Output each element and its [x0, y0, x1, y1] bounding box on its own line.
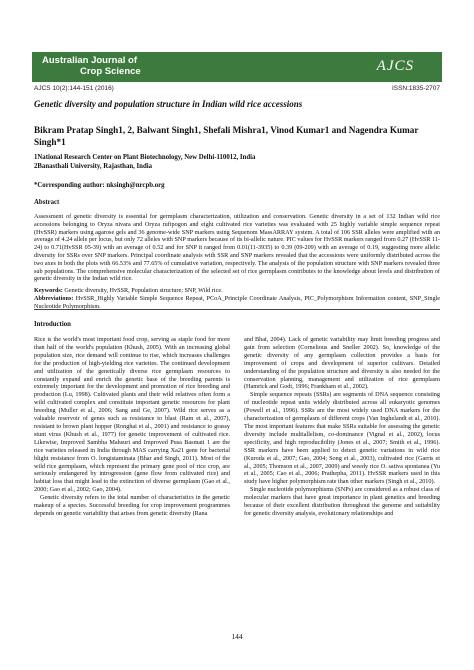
journal-name: [42, 55, 141, 77]
paragraph: Rice is the world's most important food crop, serving as staple food for more than half of the world's population (Khush, 2005). With an increasing global population size, rice demand will continue to rise, which increases challenges for the production of high-yielding rice varieties. The continued development and utilization of the genetically diverse rice germplasm resources to constantly expand and enrich the genetic base of the breeding parents is extremely important for the development and promotion of rice breeding and production (Lu, 1998). Cultivated plants and their wild relatives often form a wild cultivated complex and constitute important genetic resources for plant breeding (Muller et al., 2006; Sang and Ge, 2007). Wild rice serves as a valuable reservoir of genes such as resistance to blast (Ram et al., 2007), resistant to brown plant hopper (Ronghai et al., 2001) and resistance to grassy stunt virus (Khush et al., 1977) for genetic improvement of cultivated rice. Likewise, Improved Sambha Mahsuri and Improved Pusa Basmati 1 are the rice varieties released in India through MAS carrying Xa21 gene for bacterial blight resistance from O. longistaminata (Bhar and Singh, 2011). Most of the wild rice germplasm, which represent the primary gene pool of rice crop, are seriously endangered by introgression (gene flow from cultivated rice) and habitat loss that might lead to the extinction of diverse germplasm (Gao et al., 2000; Gao et al., 2002; Gao, 2004).: [34, 336, 230, 494]
journal-banner: [32, 52, 442, 82]
paragraph: Genetic diversity refers to the total number of characteristics in the genetic makeup of a species. Successful breeding for crop improvement programmes depends on genetic variability that arises from genetic diversity (Rana: [34, 494, 230, 517]
paragraph: and Bhat, 2004). Lack of genetic variability may limit breeding progress and gain from selection (Cornelious and Sneller 2002). So, knowledge of the genetic diversity of any germplasm collection provides a basis for improvement of crops and development of superior cultivars. Detailed understanding of the population structure and diversity is also needed for the conservation planning, management and utilization of rice germplasm (Hamrick and Godt, 1996; Frankham et al., 2002).: [244, 336, 440, 391]
keywords-text: Genetic diversity, HvSSR, Population structure; SNP, Wild rice.: [64, 287, 223, 294]
journal-name-line1: Australian Journal of: [42, 55, 138, 66]
article-title: Genetic diversity and population structure in Indian wild rice accessions: [34, 99, 303, 109]
affiliation-2: 2Banasthali University, Rajasthan, India: [34, 163, 153, 170]
abstract-text: Assessment of genetic diversity is essential for germplasm characterization, utilization and conservation. Genetic diversity in a set of 132 Indian wild rice accessions belonging to Oryza nivara and Oryza rufipogon and eight cultivated rice varieties was evaluated with 25 highly variable simple sequence repeat (HvSSR) markers using agarose gels and 36 genome-wide SNP markers using Sequenom MassARRAY system. A total of 106 SSR alleles were amplified with an average of 4.24 allele per locus, but only 72 alleles with SNP markers because of its bi-allelic nature. PIC values for HvSSR markers ranged from 0.27 (HvSSR 11-24) to 0.71(HvSSR 05-39) with an average of 0.52 and for SNP it ranged from 0.01(11-3935) to 0.39 (09-209) with an average of 0.19, suggesting more allelic diversity for SSRs over SNP markers. Principal coordinate analysis with SSR and SNP markers revealed that the accessions were uniformly distributed across the two axes in both the plots with 66.53% and 77.65% of cumulative variation, respectively. The analysis of the population structure with SNP markers revealed three sub populations. The comprehensive molecular characterization of the selected set of rice germplasm contributes to the knowledge about levels and distribution of genetic diversity in the Indian wild rice.: [34, 213, 440, 283]
citation: AJCS 10(2):144-151 (2016): [34, 85, 114, 92]
keywords-block: [34, 287, 440, 310]
journal-logo: AJCS: [376, 58, 414, 74]
affiliations: [34, 153, 440, 171]
page-number: 144: [231, 632, 243, 641]
paragraph: Simple sequence repeats (SSRs) are segments of DNA sequence consisting of nucleotide repeat units widely distributed across all eukaryotic genomes (Powell et al., 1996). SSRs are the most widely used DNA markers for the characterization of germplasm of different crops (Van Inghelandt et al., 2010). The most important features that make SSRs suitable for assessing the genetic diversity include multiallelism, co-dominance (Vignal et al., 2002), locus specificity, and high reproducibility (Jones et al., 2007; Smith et al., 1996). SSR markers have been applied to detect genetic variations in wild rice (Kuroda et al., 2007; Gao, 2004; Song et al., 2003), cultivated rice (Garris et al., 2005; Thomson et al., 2007, 2009) and weedy rice O. sativa spontanea (Yu et al., 2005; Cao et al., 2006; Prathepha, 2011). HvSSR markers used in this study have higher polymorphism rate than other markers (Singh et al., 2010).: [244, 391, 440, 486]
keywords-label: Keywords:: [34, 287, 63, 294]
introduction-heading: Introduction: [34, 321, 71, 328]
abbreviations-text: HvSSR_Highly Variable Simple Sequence Repeat, PCoA_Principle Coordinate Analysis, PIC_Polymorphism Information content, SNP_Single Nucleotide Polymorphism.: [34, 294, 441, 310]
issue-line: [34, 85, 440, 92]
author-list: Bikram Pratap Singh1, 2, Balwant Singh1, Shefali Mishra1, Vinod Kumar1 and Nagendra Kumar Singh*1: [34, 125, 419, 147]
affiliation-1: 1National Research Center on Plant Biotechnology, New Delhi-110012, India: [34, 154, 256, 161]
corresponding-author: *Corresponding author: nksingh@nrcpb.org: [34, 182, 165, 189]
journal-name-line2: Crop Science: [80, 66, 141, 77]
abbreviations-label: Abbreviations:: [34, 294, 74, 302]
section-divider: [34, 309, 440, 310]
paragraph: Single nucleotide polymorphisms (SNPs) are considered as a robust class of molecular markers that have great importance in plant genetics and breeding because of their excellent distribution throughout the genome and suitability for genetic diversity analysis, evolutionary relationships and: [244, 486, 440, 517]
abstract-heading: Abstract: [34, 199, 60, 206]
right-column: [244, 336, 440, 518]
left-column: [34, 336, 230, 518]
issn: ISSN:1835-2707: [391, 85, 440, 92]
